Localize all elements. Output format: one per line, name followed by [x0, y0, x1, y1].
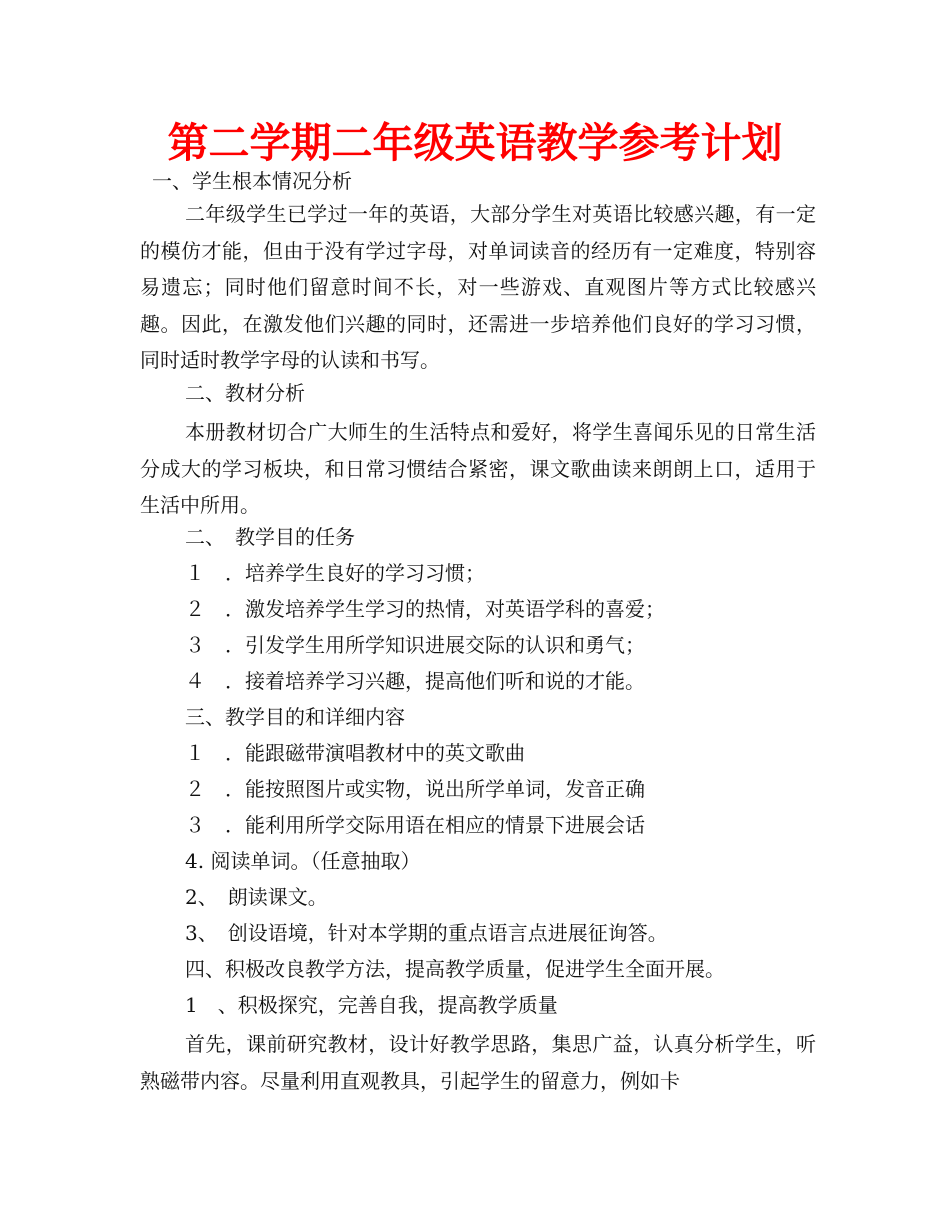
- list-item: ３ ．能利用所学交际用语在相应的情景下进展会话: [185, 813, 645, 837]
- list-item: 2、 朗读课文。: [185, 885, 328, 909]
- section-heading-teaching-tasks: 二、 教学目的任务: [185, 525, 355, 549]
- list-item: ３ ．引发学生用所学知识进展交际的认识和勇气；: [185, 633, 645, 657]
- paragraph-lesson-preparation: 首先，课前研究教材，设计好教学思路，集思广益，认真分析学生，听熟磁带内容。尽量利用直观教具，引起学生的留意力，例如卡: [140, 1032, 816, 1093]
- list-item: ２ ．能按照图片或实物，说出所学单词，发音正确: [185, 777, 645, 801]
- list-item: １ ．培养学生良好的学习习惯；: [185, 561, 485, 585]
- section-heading-student-analysis: 一、学生根本情况分析: [152, 169, 352, 193]
- list-item: 3、 创设语境，针对本学期的重点语言点进展征询答。: [185, 921, 668, 945]
- list-item: 4. 阅读单词。（任意抽取）: [185, 849, 421, 873]
- document-title: 第二学期二年级英语教学参考计划: [167, 119, 783, 167]
- list-item: ２ ．激发培养学生学习的热情，对英语学科的喜爱；: [185, 597, 665, 621]
- section-heading-textbook-analysis: 二、教材分析: [185, 381, 305, 405]
- list-item: １ ．能跟磁带演唱教材中的英文歌曲: [185, 741, 525, 765]
- sub-heading-explore: 1 、积极探究，完善自我，提高教学质量: [185, 993, 558, 1017]
- section-heading-teaching-content: 三、教学目的和详细内容: [185, 705, 405, 729]
- section-heading-improve-methods: 四、积极改良教学方法，提高教学质量，促进学生全面开展。: [185, 957, 725, 981]
- paragraph-student-analysis: 二年级学生已学过一年的英语，大部分学生对英语比较感兴趣，有一定的模仿才能，但由于没有学过字母，对单词读音的经历有一定难度，特别容易遗忘；同时他们留意时间不长，对一些游戏、直观图片等方式比较感兴趣。因此，在激发他们兴趣的同时，还需进一步培养他们良好的学习习惯，同时适时教学字母的认读和书写。: [140, 202, 816, 372]
- paragraph-textbook-analysis: 本册教材切合广大师生的生活特点和爱好，将学生喜闻乐见的日常生活分成大的学习板块，和日常习惯结合紧密，课文歌曲读来朗朗上口，适用于生活中所用。: [140, 420, 816, 517]
- list-item: ４ ．接着培养学习兴趣，提高他们听和说的才能。: [185, 669, 645, 693]
